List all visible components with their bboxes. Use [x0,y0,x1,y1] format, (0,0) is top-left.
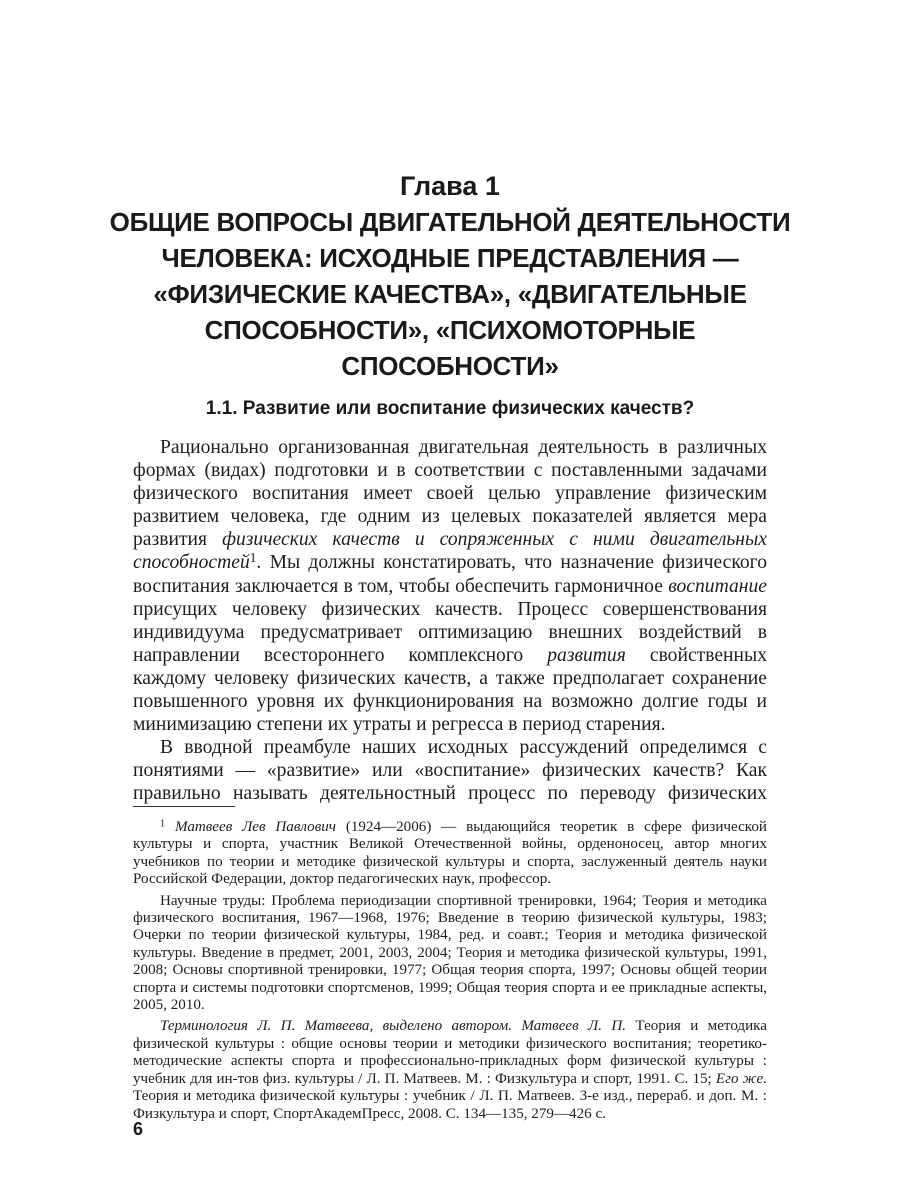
section-title: 1.1. Развитие или воспитание физических качеств? [205,398,695,419]
footnote-author-name: Матвеев Лев Павлович [174,819,336,835]
chapter-title-line: «ФИЗИЧЕСКИЕ КАЧЕСТВА», «ДВИГАТЕЛЬНЫЕ [153,279,747,309]
footnote-divider [133,806,235,807]
footnote [133,1018,767,1122]
footnote-text: (1924—2006) — выдающийся теоретик в сфере физической культуры и спорта, участник Великой Отечественной войны, орденоносец, автор многих учебников по теории и методике физической культуры и спорта, заслуженный деятель науки Российской Федерации, доктор педагогических наук, профессор. [133,819,767,888]
chapter-heading [100,168,800,384]
footnote-text: Теория и методика физической культуры : общие основы теории и методики физического воспитания; теоретико-методические аспекты спорта и профессионально-прикладных форм физической культуры : учебник для ин-тов физ. культуры / Л. П. Матвеев. М. : Физкультура и спорт, 1991. С. 15; [133,1018,767,1087]
footnote-italic: Его же. [715,1070,767,1087]
chapter-label: Глава 1 [400,171,500,201]
body-text-run: свойственных каждому человеку физических качеств, а также предполагает сохранение повышенного уровня их функционирования на возможно долгие годы и минимизацию степени их утраты и регресса в период старения. [133,644,767,736]
footnote-reference[interactable]: 1 [249,550,257,566]
body-text-run: Рационально организованная двигательная деятельность в различных формах (видах) подготовки и в соответствии с поставленными задачами физического воспитания имеет своей целью управление физическим развитием человека, где одним из целевых показателей является мера развития [133,437,767,551]
chapter-title-line: ЧЕЛОВЕКА: ИСХОДНЫЕ ПРЕДСТАВЛЕНИЯ — [161,243,739,273]
footnote-italic: Терминология Л. П. Матвеева, выделено автором. Матвеев Л. П. [160,1018,627,1035]
body-paragraph: В вводной преамбуле наших исходных рассуждений определимся с понятиями — «развитие» или «воспитание» физических качеств? Как правильно называть деятельностный процесс по переводу физических [133,737,767,805]
footnote-mark: 1 [160,818,166,830]
footnote-text: Теория и методика физической культуры : учебник / Л. П. Матвеев. 3-е изд., перераб. и доп. М. : Физкультура и спорт, СпортАкадемПресс, 2008. С. 134—135, 279—426 с. [133,1088,767,1122]
footnotes [133,819,767,1127]
body-paragraph [133,436,767,736]
emphasis-text: физических качеств и сопряженных с ними двигательных способностей [133,529,767,574]
chapter-title-line: ОБЩИЕ ВОПРОСЫ ДВИГАТЕЛЬНОЙ ДЕЯТЕЛЬНОСТИ [109,207,791,237]
chapter-title-line: СПОСОБНОСТИ», «ПСИХОМОТОРНЫЕ СПОСОБНОСТИ» [204,315,696,381]
emphasis-text: воспитание [668,575,767,597]
footnote: Научные труды: Проблема периодизации спортивной тренировки, 1964; Теория и методика физического воспитания, 1967—1968, 1976; Введение в теорию физической культуры, 1983; Очерки по теории физической культуры, 1984, ред. и соавт.; Теория и методика физической культуры. Введение в предмет, 2001, 2003, 2004; Теория и методика физической культуры, 1991, 2008; Основы спортивной тренировки, 1977; Общая теория спорта, 1997; Основы общей теории спорта и системы подготовки спортсменов, 1999; Общая теория спорта и ее прикладные аспекты, 2005, 2010. [133,892,767,1014]
body-text-run: . Мы должны констатировать, что назначение физического воспитания заключается в том, чтобы обеспечить гармоничное [133,552,767,597]
body-text-run: присущих человеку физических качеств. Процесс совершенствования индивидуума предусматривает оптимизацию внешних воздействий в направлении всестороннего комплексного [133,598,767,666]
emphasis-text: развития [547,644,626,666]
footnote [133,819,767,889]
page-number: 6 [133,1119,144,1139]
chapter-title [100,204,800,384]
body-text [133,436,767,806]
